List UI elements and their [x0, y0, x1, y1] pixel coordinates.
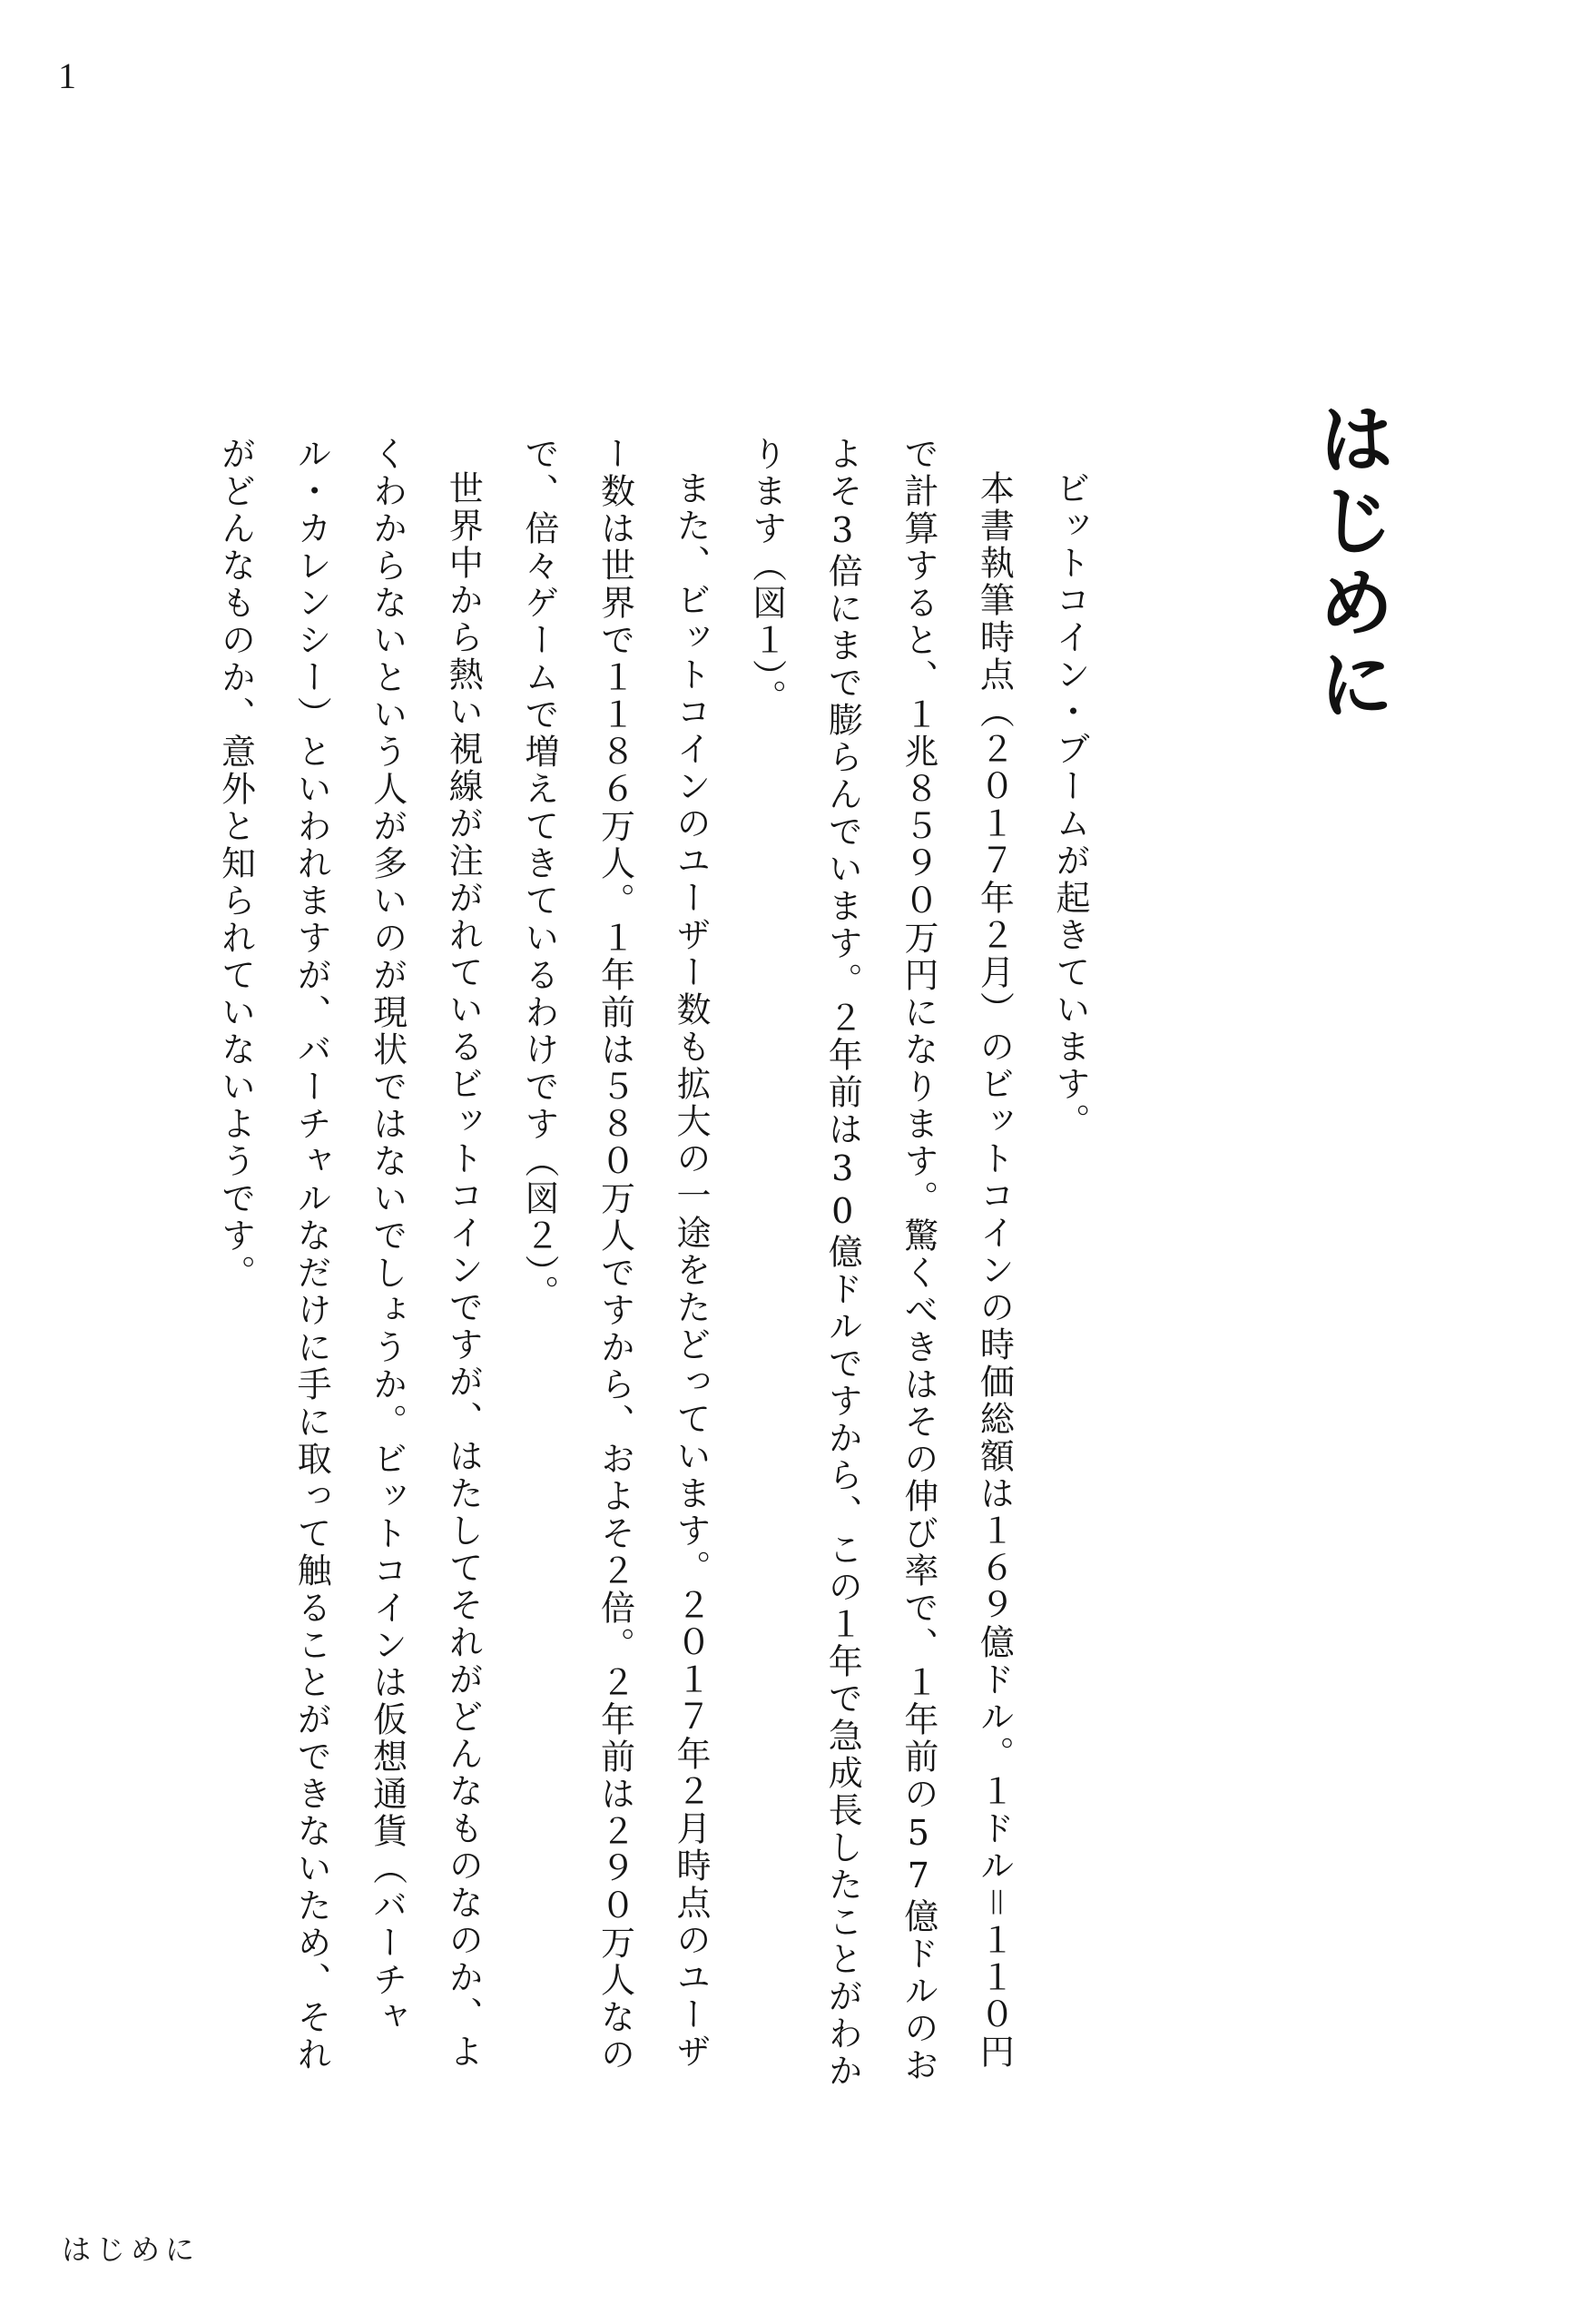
chapter-title: はじめに [1306, 399, 1396, 726]
paragraph-1: ビットコイン・ブームが起きています。 [1050, 470, 1090, 1140]
paragraph-4: 世界中から熱い視線が注がれているビットコインですが、はたしてそれがどんなものなのか、よくわからないという人が多いのが現状ではないでしょうか。ビットコインは仮想通貨（バーチャル・カレンシー）といわれますが、バーチャルなだけに手に取って触ることができないため、それがどんなものか、意外と知られていないようです。 [215, 436, 484, 2073]
page-number: 1 [58, 55, 76, 96]
footer-chapter-label: はじめに [62, 2232, 201, 2267]
paragraph-3: また、ビットコインのユーザー数も拡大の一途をたどっています。２０１７年２月時点のユーザー数は世界で１１８６万人。１年前は５８０万人ですから、およそ２倍。２年前は２９０万人なので、倍々ゲームで増えてきているわけです（図２）。 [518, 436, 712, 2073]
paragraph-2: 本書執筆時点（２０１７年２月）のビットコインの時価総額は１６９億ドル。１ドル＝１１０円で計算すると、１兆８５９０万円になります。驚くべきはその伸び率で、１年前の57億ドルのおよそ3倍にまで膨らんでいます。２年前は30億ドルですから、この１年で急成長したことがわかります（図１）。 [746, 436, 1015, 2090]
body-text [182, 436, 1107, 2106]
